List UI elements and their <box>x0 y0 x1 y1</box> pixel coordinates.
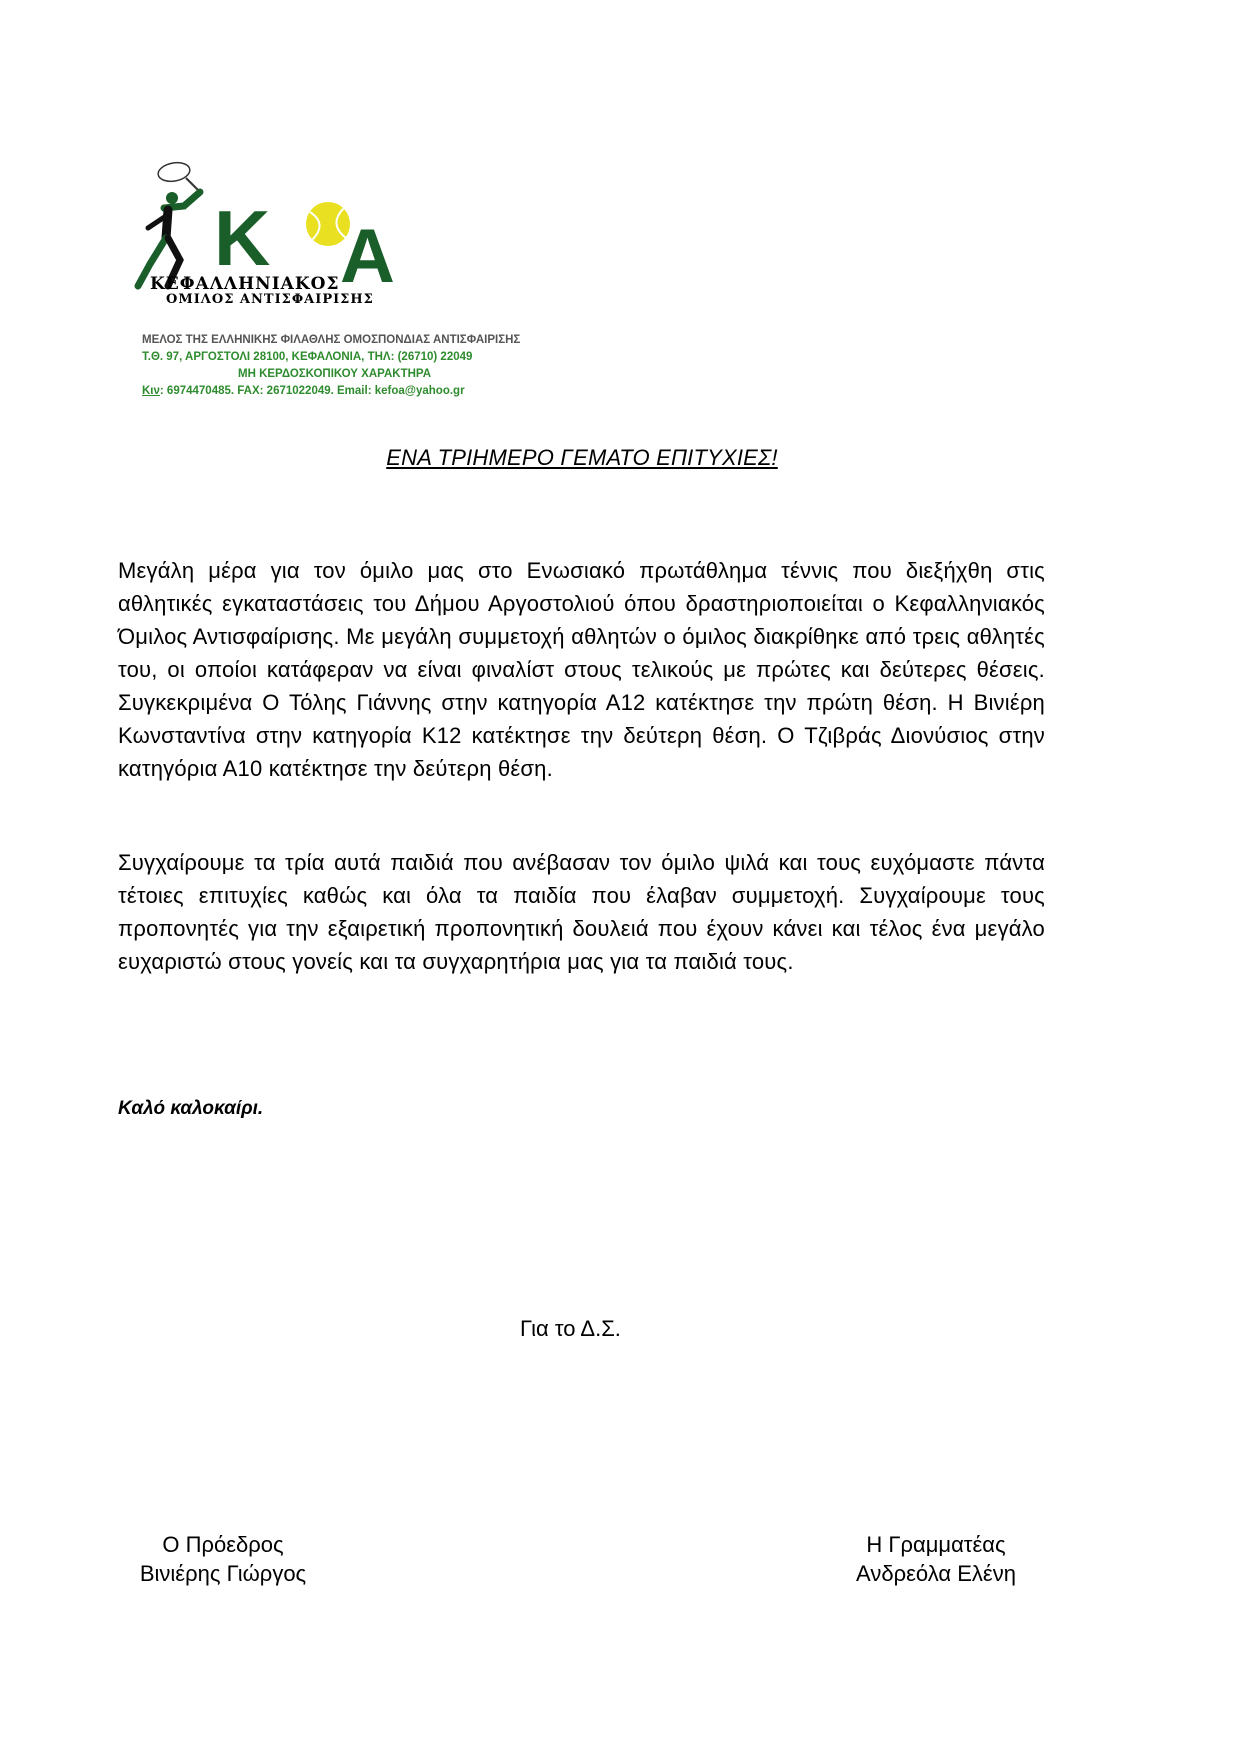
signature-name: Βινιέρης Γιώργος <box>139 1561 307 1586</box>
on-behalf-of-board: Για το Δ.Σ. <box>520 1316 621 1341</box>
logo-club-name: ΚΕΦΑΛΛΗΝΙΑΚΟΣ <box>150 274 340 294</box>
letterhead-nonprofit: ΜΗ ΚΕΡΔΟΣΚΟΠΙΚΟΥ ΧΑΡΑΚΤΗΡΑ <box>238 368 432 380</box>
letterhead-contact-info: : 6974470485. FAX: 2671022049. Email: kefoa@yahoo.gr <box>159 385 465 397</box>
letterhead-details <box>142 332 542 400</box>
signature-role: Η Γραμματέας <box>866 1532 1006 1557</box>
letterhead-address: Τ.Θ. 97, ΑΡΓΟΣΤΟΛΙ 28100, ΚΕΦΑΛΟΝΙΑ, ΤΗΛ: (26710) 22049 <box>142 351 473 363</box>
document-title: ΕΝΑ ΤΡΙΗΜΕΡΟ ΓΕΜΑΤΟ ΕΠΙΤΥΧΙΕΣ! <box>386 445 778 470</box>
closing-line: Καλό καλοκαίρι. <box>118 1098 264 1119</box>
body-paragraph: Μεγάλη μέρα για τον όμιλο μας στο Ενωσιακό πρωτάθλημα τέννις που διεξήχθη στις αθλητικές εγκαταστάσεις του Δήμου Αργοστολιού όπου δραστηριοποιείται ο Κεφαλληνιακός Όμιλος Αντισφαίρισης. Με μεγάλη συμμετοχή αθλητών ο όμιλος διακρίθηκε από τρεις αθλητές του, οι οποίοι κατάφεραν να είναι φιναλίστ στους τελικούς με πρώτες και δεύτερες θέσεις. Συγκεκριμένα Ο Τόλης Γιάννης στην κατηγορία Α12 κατέκτησε την πρώτη θέση. Η Βινιέρη Κωνσταντίνα στην κατηγορία Κ12 κατέκτησε την δεύτερη θέση. Ο Τζιβράς Διονύσιος στην κατηγόρια Α10 κατέκτησε την δεύτερη θέση. <box>118 558 1045 781</box>
signature-role: Ο Πρόεδρος <box>162 1532 284 1557</box>
signature-name: Ανδρεόλα Ελένη <box>856 1561 1016 1586</box>
svg-text:A: A <box>340 214 395 299</box>
signature-president <box>118 1530 328 1588</box>
letterhead-contact-label: Κιν <box>142 385 160 397</box>
letterhead-contact <box>142 383 542 400</box>
body-paragraph: Συγχαίρουμε τα τρία αυτά παιδιά που ανέβασαν τον όμιλο ψιλά και τους ευχόμαστε πάντα τέτοιες επιτυχίες καθώς και όλα τα παιδία που έλαβαν συμμετοχή. Συγχαίρουμε τους προπονητές για την εξαιρετική προπονητική δουλειά που έχουν κάνει και τέλος ένα μεγάλο ευχαριστώ στους γονείς και τα συγχαρητήρια μας για τα παιδιά τους. <box>118 850 1045 974</box>
svg-text:K: K <box>214 194 271 282</box>
letterhead-member: ΜΕΛΟΣ ΤΗΣ ΕΛΛΗΝΙΚΗΣ ΦΙΛΑΘΛΗΣ ΟΜΟΣΠΟΝΔΙΑΣ ΑΝΤΙΣΦΑΙΡΙΣΗΣ <box>142 334 521 346</box>
logo-club-subtitle: ΟΜΙΛΟΣ ΑΝΤΙΣΦΑΙΡΙΣΗΣ <box>166 292 374 307</box>
signature-secretary <box>836 1530 1036 1588</box>
